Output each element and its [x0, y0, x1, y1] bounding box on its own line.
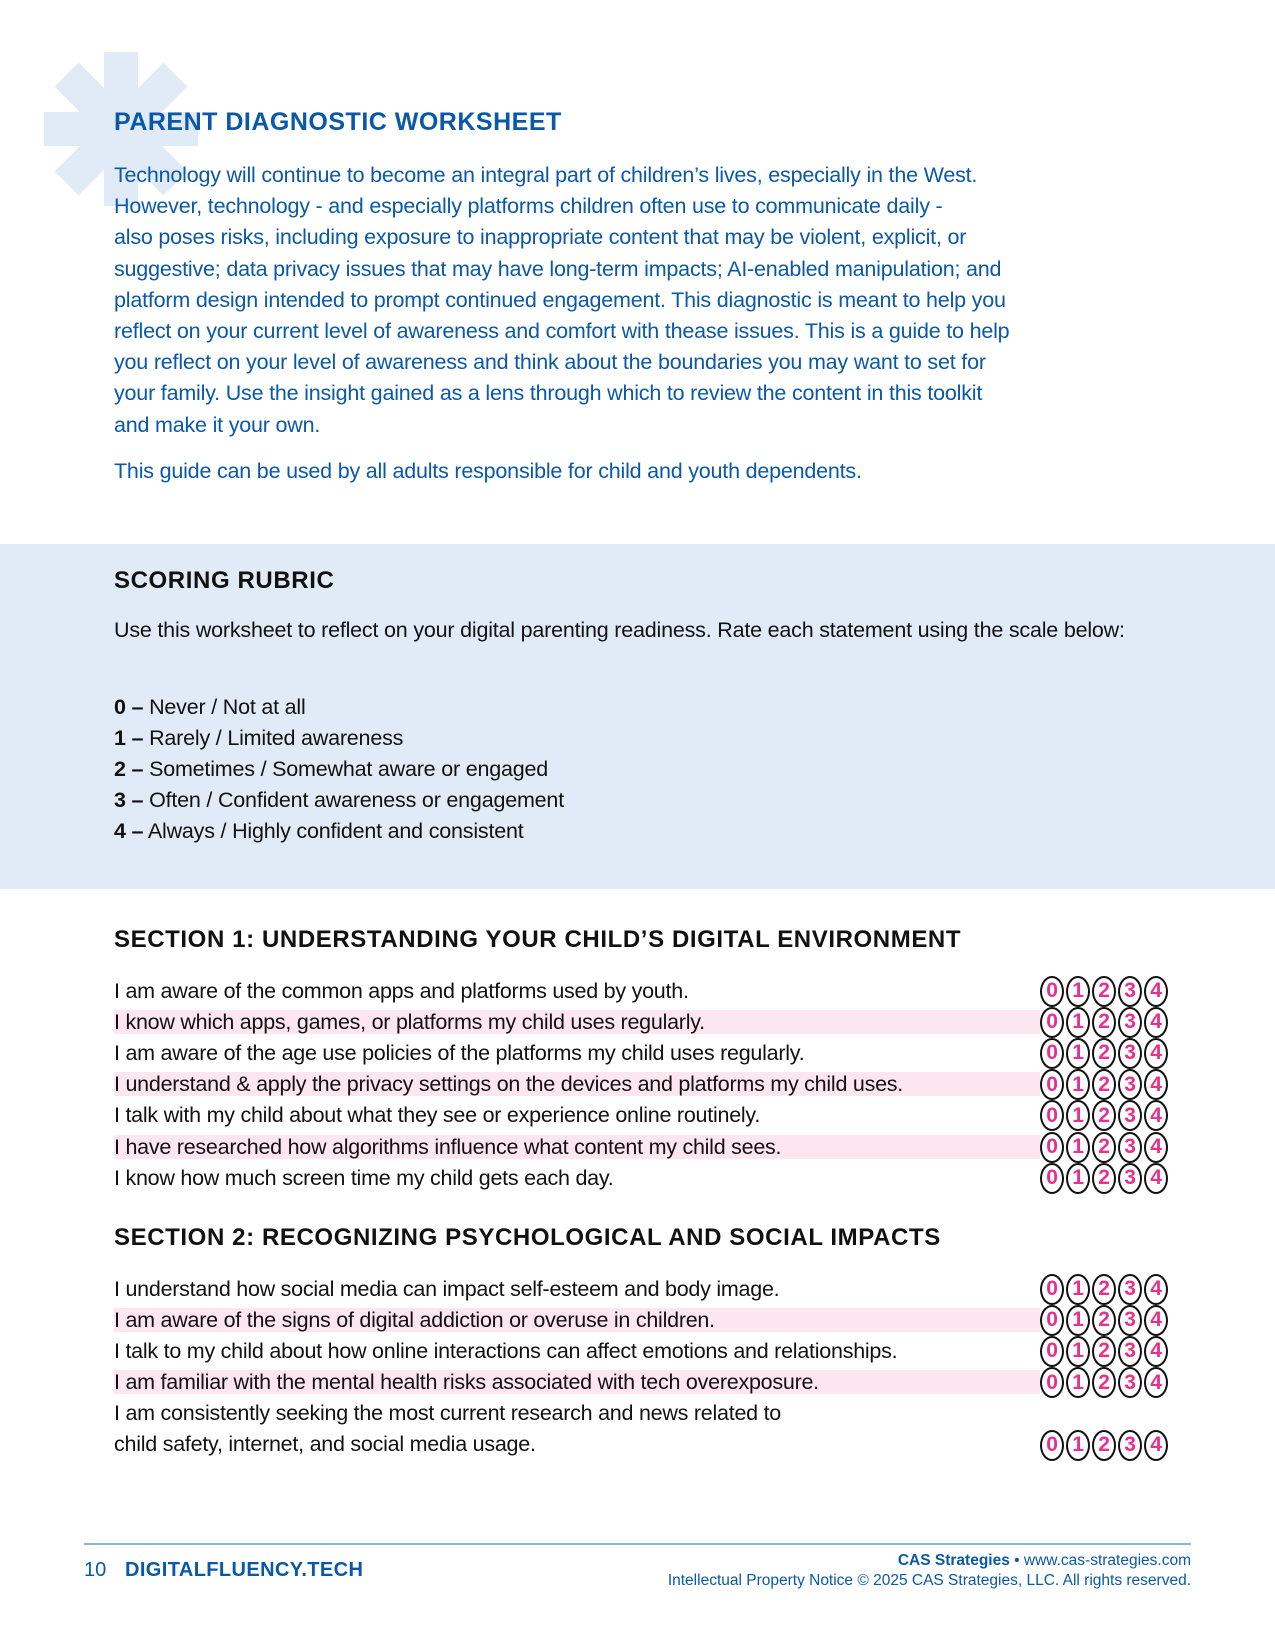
rating-option-3[interactable]: 3 [1118, 1163, 1142, 1194]
rubric-scale-item [114, 723, 564, 754]
rating-scale [1040, 1132, 1168, 1162]
rating-scale [1040, 1336, 1168, 1366]
statement-row [114, 1006, 1174, 1037]
statement-row [114, 1335, 1174, 1366]
statement-row [114, 1273, 1174, 1304]
rating-option-4[interactable]: 4 [1144, 976, 1168, 1007]
scale-label: Sometimes / Somewhat aware or engaged [143, 757, 548, 781]
scale-key: 4 – [114, 819, 144, 843]
statement-text: I am familiar with the mental health risks associated with tech overexposure. [114, 1370, 1040, 1394]
scale-key: 3 – [114, 788, 144, 812]
rating-scale [1040, 1100, 1168, 1130]
statement-text: I understand how social media can impact self-esteem and body image. [114, 1276, 780, 1301]
rating-option-4[interactable]: 4 [1144, 1305, 1168, 1336]
rating-scale [1040, 1305, 1168, 1335]
rating-option-0[interactable]: 0 [1040, 1038, 1064, 1069]
page-title: PARENT DIAGNOSTIC WORKSHEET [114, 108, 562, 136]
rating-option-3[interactable]: 3 [1118, 1305, 1142, 1336]
rating-option-2[interactable]: 2 [1092, 1100, 1116, 1131]
rating-option-0[interactable]: 0 [1040, 1336, 1064, 1367]
rating-option-1[interactable]: 1 [1066, 1007, 1090, 1038]
rating-option-2[interactable]: 2 [1092, 1274, 1116, 1305]
rating-option-3[interactable]: 3 [1118, 1132, 1142, 1163]
ip-notice: Intellectual Property Notice © 2025 CAS Strategies, LLC. All rights reserved. [667, 1572, 1191, 1589]
rating-option-1[interactable]: 1 [1066, 1163, 1090, 1194]
rating-option-1[interactable]: 1 [1066, 1038, 1090, 1069]
statement-text: I am aware of the age use policies of the platforms my child uses regularly. [114, 1040, 805, 1065]
footer-org [898, 1552, 1191, 1570]
org-url[interactable]: • www.cas-strategies.com [1009, 1552, 1191, 1569]
rating-option-4[interactable]: 4 [1144, 1069, 1168, 1100]
site-link[interactable]: DIGITALFLUENCY.TECH [125, 1559, 364, 1581]
rating-option-1[interactable]: 1 [1066, 1305, 1090, 1336]
rating-option-3[interactable]: 3 [1118, 1430, 1142, 1461]
rating-option-1[interactable]: 1 [1066, 1069, 1090, 1100]
statement-text: I am aware of the common apps and platforms used by youth. [114, 978, 689, 1003]
rating-option-2[interactable]: 2 [1092, 1038, 1116, 1069]
intro-line: and make it your own. [114, 412, 321, 437]
rating-option-4[interactable]: 4 [1144, 1336, 1168, 1367]
statement-row [114, 1367, 1174, 1398]
rubric-scale-item [114, 785, 564, 816]
rating-option-3[interactable]: 3 [1118, 1367, 1142, 1398]
statement-text: I am aware of the signs of digital addiction or overuse in children. [114, 1308, 1040, 1332]
scale-label: Rarely / Limited awareness [143, 726, 404, 750]
rating-option-4[interactable]: 4 [1144, 1038, 1168, 1069]
intro-line: your family. Use the insight gained as a lens through which to review the content in this toolkit [114, 381, 983, 406]
rating-option-0[interactable]: 0 [1040, 1430, 1064, 1461]
section2-items [114, 1273, 1174, 1460]
rubric-scale-item [114, 816, 564, 847]
rating-option-3[interactable]: 3 [1118, 1007, 1142, 1038]
rating-option-4[interactable]: 4 [1144, 1007, 1168, 1038]
rating-option-1[interactable]: 1 [1066, 1100, 1090, 1131]
statement-row [114, 1131, 1174, 1162]
rating-scale [1040, 1069, 1168, 1099]
scale-label: Never / Not at all [143, 695, 306, 719]
rating-option-3[interactable]: 3 [1118, 1274, 1142, 1305]
rating-option-1[interactable]: 1 [1066, 1430, 1090, 1461]
footer-divider [84, 1543, 1191, 1545]
section1-title: SECTION 1: UNDERSTANDING YOUR CHILD’S DIGITAL ENVIRONMENT [114, 926, 962, 953]
rating-option-0[interactable]: 0 [1040, 1132, 1064, 1163]
rating-option-0[interactable]: 0 [1040, 976, 1064, 1007]
rubric-scale [114, 692, 564, 847]
statement-row [114, 975, 1174, 1006]
intro-line: you reflect on your level of awareness and think about the boundaries you may want to set for [114, 350, 986, 375]
statement-row [114, 1398, 1174, 1460]
rating-option-0[interactable]: 0 [1040, 1305, 1064, 1336]
rating-option-2[interactable]: 2 [1092, 1069, 1116, 1100]
rubric-title: SCORING RUBRIC [114, 567, 335, 594]
section1-items [114, 975, 1174, 1193]
rating-option-4[interactable]: 4 [1144, 1367, 1168, 1398]
intro-line: However, technology - and especially platforms children often use to communicate daily - [114, 194, 943, 219]
rating-option-2[interactable]: 2 [1092, 1007, 1116, 1038]
intro-line: suggestive; data privacy issues that may have long-term impacts; AI-enabled manipulation; and [114, 256, 1002, 281]
rating-option-3[interactable]: 3 [1118, 1100, 1142, 1131]
rating-option-1[interactable]: 1 [1066, 1132, 1090, 1163]
rating-option-0[interactable]: 0 [1040, 1100, 1064, 1131]
rating-option-1[interactable]: 1 [1066, 976, 1090, 1007]
rating-option-3[interactable]: 3 [1118, 1069, 1142, 1100]
rating-option-0[interactable]: 0 [1040, 1069, 1064, 1100]
statement-row [114, 1069, 1174, 1100]
rating-scale [1040, 976, 1168, 1006]
intro-line: reflect on your current level of awareness and comfort with thease issues. This is a guide to help [114, 319, 1010, 344]
rating-scale [1040, 1007, 1168, 1037]
intro-line: Technology will continue to become an integral part of children’s lives, especially in the West. [114, 163, 978, 187]
intro-paragraph [114, 160, 1009, 441]
rubric-intro: Use this worksheet to reflect on your digital parenting readiness. Rate each statement using the scale below: [114, 618, 1125, 642]
rating-scale [1040, 1430, 1168, 1460]
rating-option-2[interactable]: 2 [1092, 1336, 1116, 1367]
rating-option-2[interactable]: 2 [1092, 976, 1116, 1007]
rating-option-4[interactable]: 4 [1144, 1274, 1168, 1305]
rubric-scale-item [114, 692, 564, 723]
rating-option-4[interactable]: 4 [1144, 1163, 1168, 1194]
scale-key: 2 – [114, 757, 144, 781]
rating-option-2[interactable]: 2 [1092, 1367, 1116, 1398]
rating-option-2[interactable]: 2 [1092, 1430, 1116, 1461]
rating-option-2[interactable]: 2 [1092, 1163, 1116, 1194]
rating-option-4[interactable]: 4 [1144, 1430, 1168, 1461]
org-name: CAS Strategies [897, 1552, 1010, 1569]
rating-scale [1040, 1163, 1168, 1193]
page-number: 10 [84, 1559, 107, 1581]
rating-option-4[interactable]: 4 [1144, 1100, 1168, 1131]
intro-line: also poses risks, including exposure to inappropriate content that may be violent, explicit, or [114, 225, 967, 250]
scale-label: Often / Confident awareness or engagement [143, 788, 564, 812]
rating-option-1[interactable]: 1 [1066, 1274, 1090, 1305]
statement-row [114, 1162, 1174, 1193]
statement-text: I know which apps, games, or platforms my child uses regularly. [114, 1010, 1040, 1034]
rating-scale [1040, 1274, 1168, 1304]
statement-text: I understand & apply the privacy settings on the devices and platforms my child uses. [114, 1072, 1040, 1096]
rating-option-3[interactable]: 3 [1118, 976, 1142, 1007]
statement-text: I am consistently seeking the most current research and news related to child safety, internet, and social media usage. [114, 1400, 782, 1456]
intro-line: platform design intended to prompt continued engagement. This diagnostic is meant to help you [114, 287, 1006, 312]
rating-option-2[interactable]: 2 [1092, 1305, 1116, 1336]
rating-option-0[interactable]: 0 [1040, 1367, 1064, 1398]
rating-option-3[interactable]: 3 [1118, 1038, 1142, 1069]
scale-key: 1 – [114, 726, 144, 750]
scale-label: Always / Highly confident and consistent [143, 819, 524, 843]
rating-option-1[interactable]: 1 [1066, 1336, 1090, 1367]
rating-scale [1040, 1367, 1168, 1397]
statement-text: I know how much screen time my child gets each day. [114, 1165, 614, 1190]
rating-option-2[interactable]: 2 [1092, 1132, 1116, 1163]
rating-option-0[interactable]: 0 [1040, 1163, 1064, 1194]
statement-text: I talk to my child about how online interactions can affect emotions and relationships. [114, 1338, 898, 1363]
rating-option-0[interactable]: 0 [1040, 1007, 1064, 1038]
statement-row [114, 1304, 1174, 1335]
statement-text: I talk with my child about what they see or experience online routinely. [114, 1103, 761, 1128]
statement-row [114, 1037, 1174, 1068]
rating-option-3[interactable]: 3 [1118, 1336, 1142, 1367]
scale-key: 0 – [114, 695, 144, 719]
rating-option-1[interactable]: 1 [1066, 1367, 1090, 1398]
rating-option-0[interactable]: 0 [1040, 1274, 1064, 1305]
intro-note: This guide can be used by all adults responsible for child and youth dependents. [114, 459, 862, 483]
statement-row [114, 1100, 1174, 1131]
section2-title: SECTION 2: RECOGNIZING PSYCHOLOGICAL AND SOCIAL IMPACTS [114, 1224, 941, 1251]
rating-option-4[interactable]: 4 [1144, 1132, 1168, 1163]
rating-scale [1040, 1038, 1168, 1068]
statement-text: I have researched how algorithms influence what content my child sees. [114, 1135, 1040, 1159]
rubric-scale-item [114, 754, 564, 785]
